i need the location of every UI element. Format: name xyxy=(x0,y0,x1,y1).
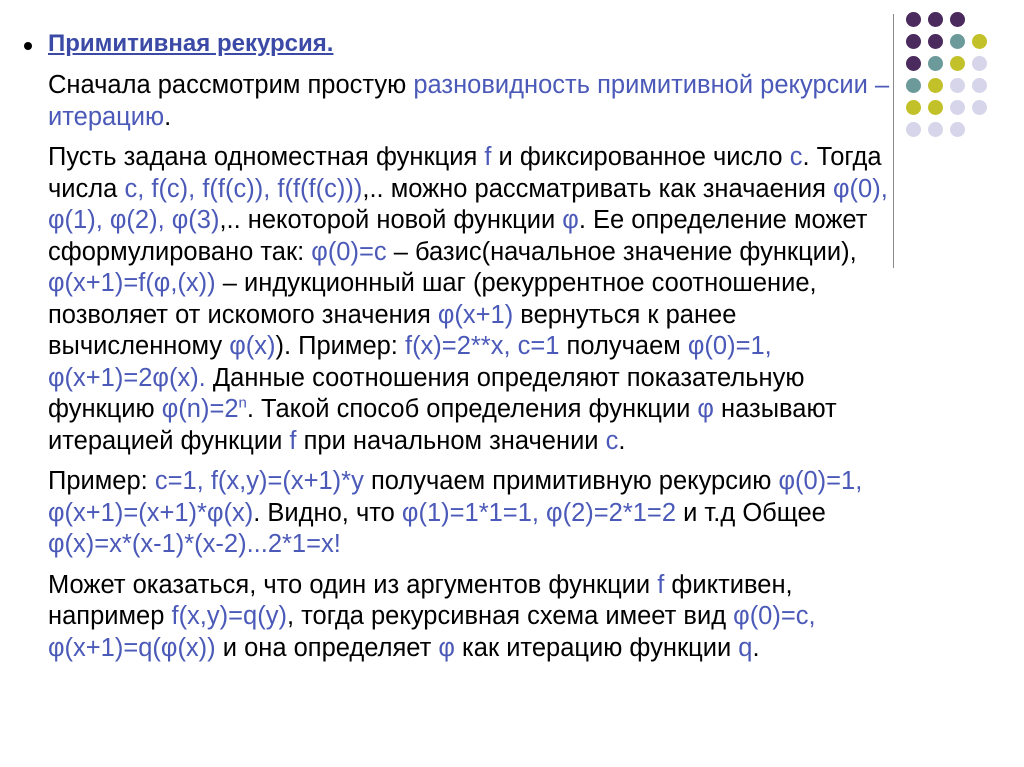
text-run: φ(0)=c xyxy=(311,237,387,266)
decorative-dot xyxy=(950,78,965,93)
decorative-dot xyxy=(906,100,921,115)
text-run: ,.. можно рассматривать как значаения xyxy=(362,174,833,203)
decorative-dot xyxy=(972,100,987,115)
text-run: f(x)=2**x, c=1 xyxy=(404,332,560,360)
text-run: – базис(начальное значение функции), xyxy=(386,237,857,266)
decorative-dot xyxy=(972,78,987,93)
text-run: φ(1)=1*1=1, φ(2)=2*1=2 xyxy=(401,498,676,527)
text-run: называют итерацией функции xyxy=(48,395,837,455)
text-run: n xyxy=(238,394,247,412)
text-run: и фиксированное число xyxy=(491,143,790,171)
text-run: ,.. некоторой новой функции xyxy=(219,206,563,234)
text-run: – индукционный шаг (рекуррентное соотношение, позволяет от искомого значения xyxy=(48,269,817,329)
text-run: и т.д xyxy=(676,498,743,527)
decorative-dot xyxy=(972,56,987,71)
decorative-dot xyxy=(972,34,987,49)
text-run: φ(x)=x*(x-1)*(x-2)...2*1=x! xyxy=(48,530,341,558)
text-run: . Такой способ определения функции xyxy=(246,395,698,423)
decorative-dot xyxy=(928,78,943,93)
slide-content xyxy=(22,28,902,664)
decorative-dot xyxy=(950,34,965,49)
text-run: φ(0)=1, φ(x+1)=2φ(x). xyxy=(48,332,772,392)
text-run: φ xyxy=(438,633,455,662)
text-run: φ(0)=c, φ(x+1)=q(φ(x)) xyxy=(48,602,816,662)
decorative-dot xyxy=(928,122,943,137)
text-run: Пример: xyxy=(48,467,155,495)
text-run: . xyxy=(618,426,626,455)
text-run: c=1, f(x,y)=(x+1)*y xyxy=(154,467,364,495)
text-run: разновидность примитивной рекурсии – итерацию xyxy=(48,71,890,131)
paragraph-factorial-example xyxy=(48,466,902,561)
text-run: как итерацию функции xyxy=(454,633,739,662)
text-run: f xyxy=(657,570,665,599)
text-run: φ(0)=1, φ(x+1)=(x+1)*φ(x) xyxy=(48,467,863,527)
decorative-dot xyxy=(950,56,965,71)
text-run: c xyxy=(789,143,803,171)
text-run: вернуться к ранее вычисленному xyxy=(48,300,737,360)
title-row xyxy=(22,28,902,68)
text-run: получаем примитивную рекурсию xyxy=(363,467,779,495)
decorative-dot xyxy=(928,12,943,27)
decorative-dot xyxy=(906,78,921,93)
decorative-dot xyxy=(906,12,921,27)
paragraph-intro xyxy=(48,70,902,133)
text-run: и она определяет xyxy=(215,633,439,662)
text-run: φ(n)=2 xyxy=(161,395,239,423)
text-run: φ(x+1)=f(φ,(x)) xyxy=(48,269,216,297)
text-run: c, f(c), f(f(c)), f(f(f(c))) xyxy=(124,174,363,203)
decorative-dot xyxy=(906,56,921,71)
text-run: . xyxy=(164,102,172,131)
text-run: f xyxy=(289,426,297,455)
decorative-dot xyxy=(906,34,921,49)
text-run: φ xyxy=(697,395,714,423)
text-run: . xyxy=(752,633,760,662)
text-run: при начальном значении xyxy=(296,426,606,455)
text-run: Может оказаться, что один из аргументов функции xyxy=(48,570,658,599)
text-run: f xyxy=(484,143,492,171)
bullet-icon xyxy=(24,42,32,50)
text-run: . Ее определение может сформулировано так: xyxy=(48,206,868,266)
paragraph-fictive-argument xyxy=(48,570,902,665)
text-run: φ(x) xyxy=(229,332,276,360)
text-run: φ(0), φ(1), φ(2), φ(3) xyxy=(48,174,888,234)
slide-title: Примитивная рекурсия. xyxy=(48,30,334,57)
text-run: фиктивен, например xyxy=(48,570,793,630)
text-run: получаем xyxy=(559,332,688,360)
text-run: , тогда рекурсивная схема имеет вид xyxy=(286,602,734,630)
decorative-dot xyxy=(928,100,943,115)
decorative-dot xyxy=(950,122,965,137)
text-run: Сначала рассмотрим простую xyxy=(48,71,414,99)
text-run: Данные соотношения определяют показательную функцию xyxy=(48,363,805,423)
paragraph-iteration-definition xyxy=(48,142,902,457)
text-run: Пусть задана одноместная функция xyxy=(48,143,485,171)
decorative-dot xyxy=(928,34,943,49)
text-run: ). Пример: xyxy=(275,332,405,360)
text-run: . Видно, что xyxy=(253,498,402,527)
text-run: φ xyxy=(562,206,579,234)
decorative-dot xyxy=(950,12,965,27)
decorative-dot xyxy=(950,100,965,115)
text-run: c xyxy=(605,426,619,455)
text-run: q xyxy=(738,633,753,662)
text-run: . Тогда числа xyxy=(48,143,882,203)
text-run: Общее xyxy=(742,498,826,527)
decorative-dot xyxy=(906,122,921,137)
text-run: φ(x+1) xyxy=(437,300,514,329)
text-run: f(x,y)=q(y) xyxy=(171,602,287,630)
decorative-dot xyxy=(928,56,943,71)
decorative-dot-grid xyxy=(906,12,1016,172)
